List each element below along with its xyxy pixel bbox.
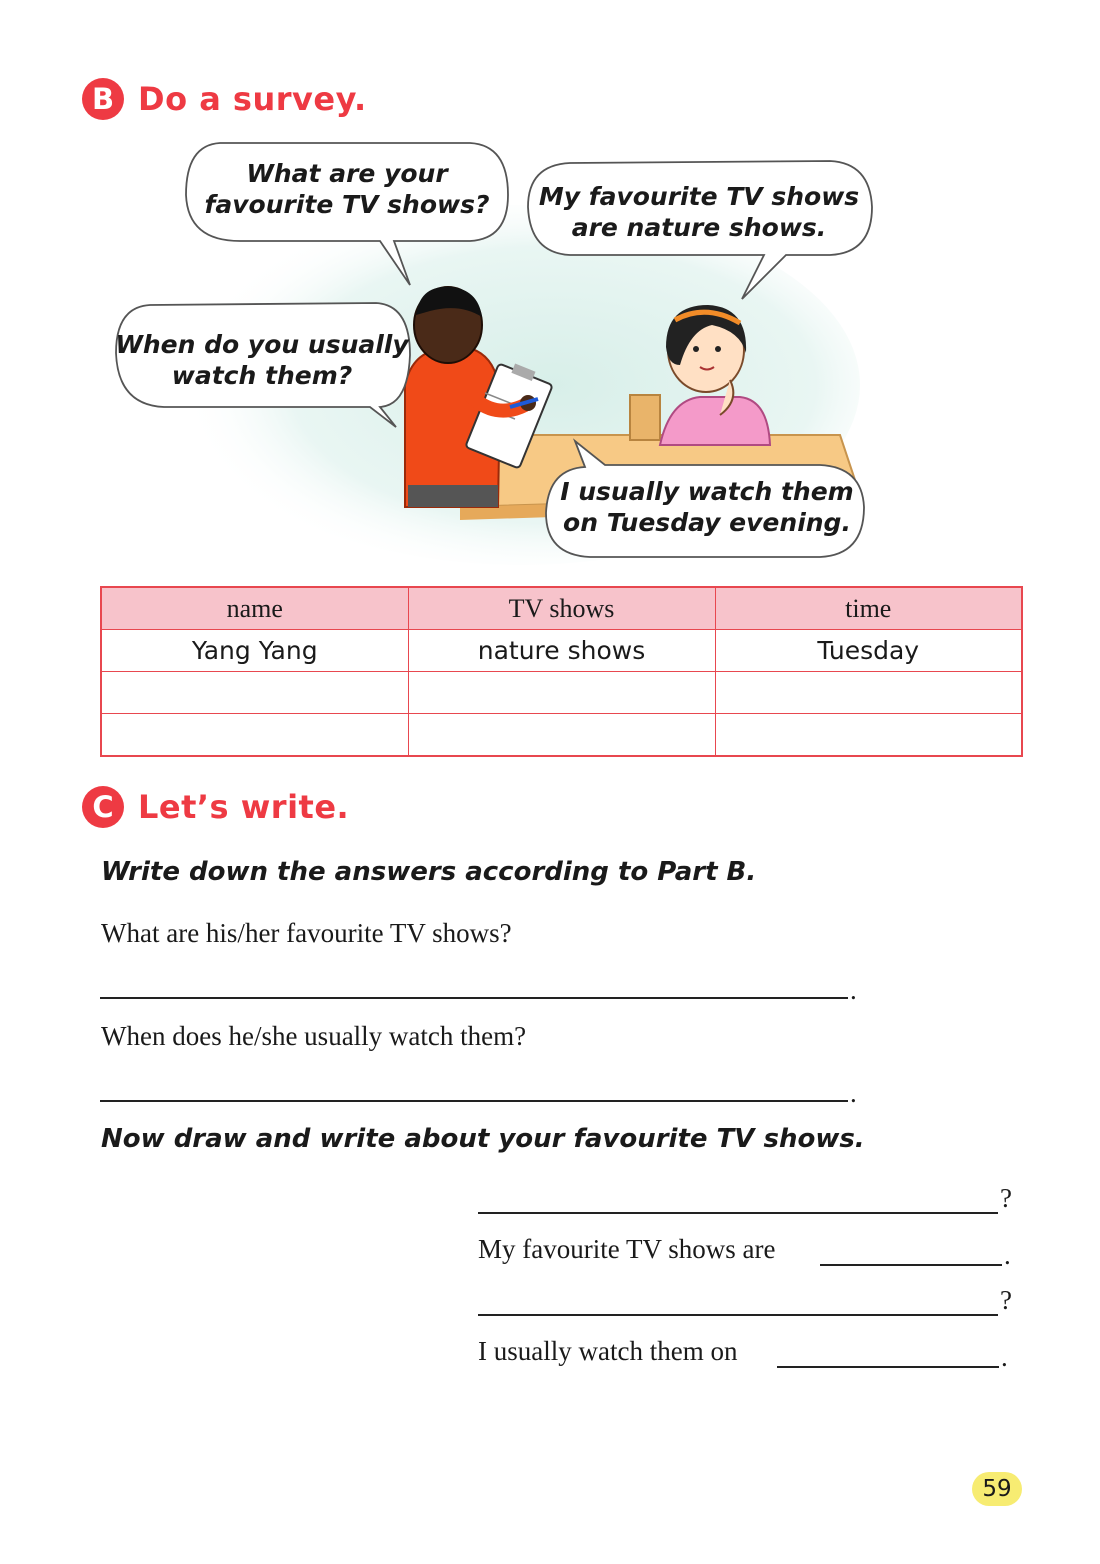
bubble-answer-favourite xyxy=(536,181,862,243)
bubble-line: My favourite TV shows xyxy=(538,182,860,211)
bubble-line: What are your xyxy=(246,159,448,188)
bubble-line: watch them? xyxy=(171,361,353,390)
section-b-header xyxy=(82,78,367,120)
bubble-line: on Tuesday evening. xyxy=(563,508,851,537)
table-cell[interactable] xyxy=(101,672,408,714)
table-row xyxy=(101,672,1022,714)
sentence-watch-time: I usually watch them on xyxy=(478,1336,738,1366)
period-2: . xyxy=(850,1078,857,1108)
question-line-2[interactable] xyxy=(478,1314,998,1316)
header-time: time xyxy=(715,587,1022,630)
bubble-question-favourite xyxy=(200,158,494,220)
question-when-watch: When does he/she usually watch them? xyxy=(101,1021,527,1051)
answer-line-2[interactable] xyxy=(100,1100,848,1102)
section-b-title: Do a survey. xyxy=(138,80,367,118)
header-tv-shows: TV shows xyxy=(408,587,715,630)
sentence-favourite-shows: My favourite TV shows are xyxy=(478,1234,776,1264)
question-mark-1: ? xyxy=(1000,1183,1012,1213)
question-line-1[interactable] xyxy=(478,1212,998,1214)
answer-line-favourite[interactable] xyxy=(820,1264,1002,1266)
question-mark-2: ? xyxy=(1000,1285,1012,1315)
question-favourite-shows: What are his/her favourite TV shows? xyxy=(101,918,512,948)
bubble-line: When do you usually xyxy=(115,330,409,359)
table-row xyxy=(101,714,1022,757)
survey-table xyxy=(100,586,1023,757)
table-cell[interactable] xyxy=(715,672,1022,714)
instruction-part-b: Write down the answers according to Part B. xyxy=(101,857,757,887)
bubble-line: are nature shows. xyxy=(571,213,827,242)
section-c-badge: C xyxy=(82,786,124,828)
period-3: . xyxy=(1004,1240,1011,1270)
page-number-badge: 59 xyxy=(972,1472,1022,1506)
period-4: . xyxy=(1001,1342,1008,1372)
table-cell[interactable] xyxy=(408,714,715,757)
bubble-line: I usually watch them xyxy=(560,477,854,506)
table-cell[interactable]: Yang Yang xyxy=(101,630,408,672)
table-cell[interactable]: Tuesday xyxy=(715,630,1022,672)
bubble-line: favourite TV shows? xyxy=(204,190,490,219)
answer-line-time[interactable] xyxy=(777,1366,999,1368)
instruction-draw-write: Now draw and write about your favourite TV shows. xyxy=(101,1124,865,1154)
table-cell[interactable] xyxy=(715,714,1022,757)
header-name: name xyxy=(101,587,408,630)
section-c-title: Let’s write. xyxy=(138,788,350,826)
answer-line-1[interactable] xyxy=(100,997,848,999)
section-b-badge: B xyxy=(82,78,124,120)
period-1: . xyxy=(850,975,857,1005)
table-header-row xyxy=(101,587,1022,630)
table-cell[interactable]: nature shows xyxy=(408,630,715,672)
table-cell[interactable] xyxy=(101,714,408,757)
table-cell[interactable] xyxy=(408,672,715,714)
section-c-header xyxy=(82,786,349,828)
bubble-answer-when xyxy=(552,476,862,538)
table-row xyxy=(101,630,1022,672)
bubble-question-when xyxy=(114,329,410,391)
